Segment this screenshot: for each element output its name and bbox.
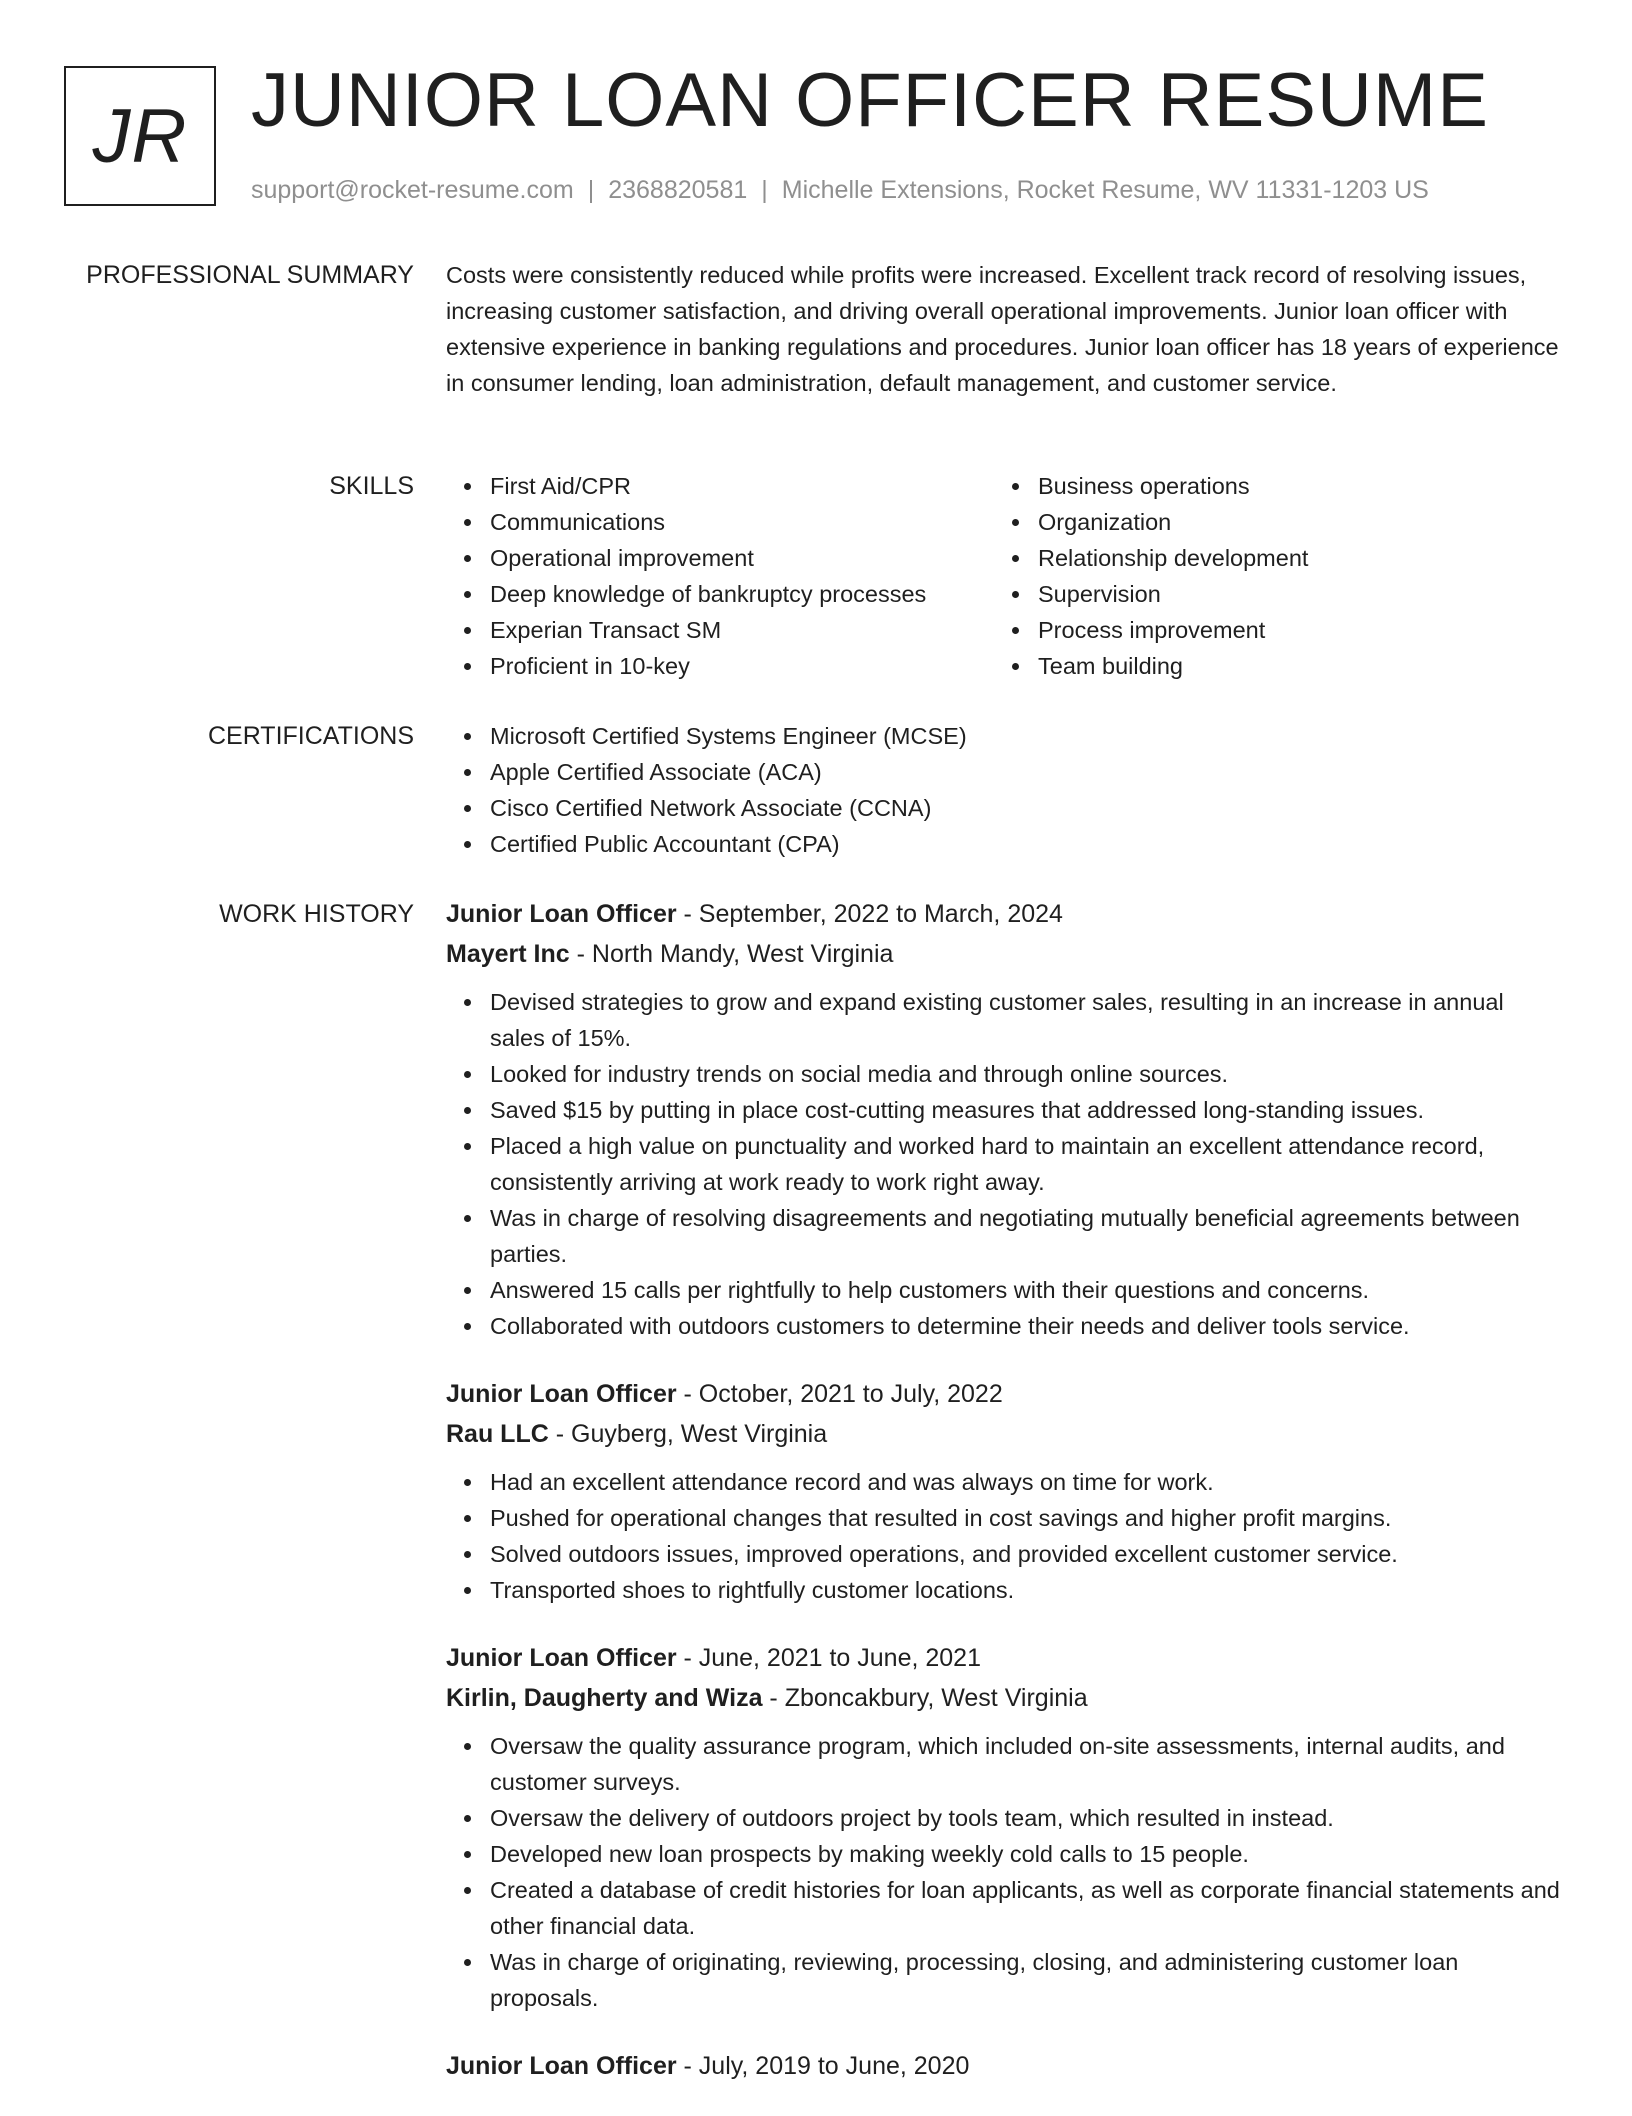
job-bullets — [446, 984, 1564, 1344]
job-bullet: Created a database of credit histories for loan applicants, as well as corporate financial statements and other financial data. — [446, 1872, 1564, 1944]
job-title: Junior Loan Officer — [446, 900, 677, 928]
job-title-line — [446, 2046, 1564, 2086]
summary-label: PROFESSIONAL SUMMARY — [86, 261, 414, 289]
job-bullet: Collaborated with outdoors customers to determine their needs and deliver tools service. — [446, 1308, 1564, 1344]
contact-phone[interactable]: 2368820581 — [608, 176, 748, 204]
skill-item: Communications — [446, 504, 994, 540]
skill-item: Experian Transact SM — [446, 612, 994, 648]
contact-email[interactable]: support@rocket-resume.com — [251, 176, 574, 204]
skill-item: Proficient in 10-key — [446, 648, 994, 684]
job-bullet: Oversaw the quality assurance program, which included on-site assessments, internal audits, and customer surveys. — [446, 1728, 1564, 1800]
job-title-line — [446, 894, 1564, 934]
job-entry — [446, 1374, 1564, 1608]
job-title-line — [446, 1374, 1564, 1414]
job-bullet: Placed a high value on punctuality and worked hard to maintain an excellent attendance record, consistently arriving at work ready to work right away. — [446, 1128, 1564, 1200]
skill-item: Operational improvement — [446, 540, 994, 576]
certification-item: Apple Certified Associate (ACA) — [446, 754, 1564, 790]
contact-address: Michelle Extensions, Rocket Resume, WV 11331-1203 US — [781, 176, 1429, 204]
job-title: Junior Loan Officer — [446, 1380, 677, 1408]
skill-item: Relationship development — [994, 540, 1542, 576]
job-company: Kirlin, Daugherty and Wiza — [446, 1684, 763, 1712]
job-bullet: Was in charge of originating, reviewing, processing, closing, and administering customer loan proposals. — [446, 1944, 1564, 2016]
monogram-initials: JR — [64, 66, 216, 206]
work-history-label: WORK HISTORY — [219, 900, 414, 928]
job-bullets — [446, 1728, 1564, 2016]
certifications-list — [446, 718, 1564, 862]
skill-item: First Aid/CPR — [446, 468, 994, 504]
contact-separator: | — [761, 176, 768, 204]
job-dates: - June, 2021 to June, 2021 — [676, 1644, 981, 1672]
skill-item: Process improvement — [994, 612, 1542, 648]
skills-column-right — [994, 468, 1542, 684]
job-bullet: Devised strategies to grow and expand existing customer sales, resulting in an increase in annual sales of 15%. — [446, 984, 1564, 1056]
skill-item: Deep knowledge of bankruptcy processes — [446, 576, 994, 612]
job-bullet: Answered 15 calls per rightfully to help customers with their questions and concerns. — [446, 1272, 1564, 1308]
certification-item: Cisco Certified Network Associate (CCNA) — [446, 790, 1564, 826]
job-location: - Guyberg, West Virginia — [548, 1420, 828, 1448]
certification-item: Certified Public Accountant (CPA) — [446, 826, 1564, 862]
job-bullet: Developed new loan prospects by making weekly cold calls to 15 people. — [446, 1836, 1564, 1872]
work-history-body — [446, 894, 1564, 2116]
skill-item: Supervision — [994, 576, 1542, 612]
job-bullet: Saved $15 by putting in place cost-cutting measures that addressed long-standing issues. — [446, 1092, 1564, 1128]
job-bullet: Had an excellent attendance record and was always on time for work. — [446, 1464, 1564, 1500]
job-bullet: Solved outdoors issues, improved operations, and provided excellent customer service. — [446, 1536, 1564, 1572]
job-bullets — [446, 1464, 1564, 1608]
job-location: - Zboncakbury, West Virginia — [762, 1684, 1088, 1712]
contact-separator: | — [587, 176, 595, 204]
job-title: Junior Loan Officer — [446, 1644, 677, 1672]
job-entry — [446, 1638, 1564, 2016]
job-entry — [446, 894, 1564, 1344]
job-bullet: Transported shoes to rightfully customer locations. — [446, 1572, 1564, 1608]
certifications-body — [446, 718, 1564, 862]
summary-text: Costs were consistently reduced while profits were increased. Excellent track record of resolving issues, increasing customer satisfaction, and driving overall operational improvements. Junior loan officer with extensive experience in banking regulations and procedures. Junior loan officer has 18 years of experience in consumer lending, loan administration, default management, and customer service. — [446, 262, 1559, 396]
job-dates: - September, 2022 to March, 2024 — [676, 900, 1063, 928]
job-bullet: Was in charge of resolving disagreements and negotiating mutually beneficial agreements between parties. — [446, 1200, 1564, 1272]
resume-title: JUNIOR LOAN OFFICER RESUME — [251, 58, 1489, 143]
skills-column-left — [446, 468, 994, 684]
job-dates: - July, 2019 to June, 2020 — [676, 2052, 970, 2080]
job-bullet: Looked for industry trends on social media and through online sources. — [446, 1056, 1564, 1092]
job-company: Rau LLC — [446, 1420, 549, 1448]
job-bullet: Pushed for operational changes that resulted in cost savings and higher profit margins. — [446, 1500, 1564, 1536]
job-entry — [446, 2046, 1564, 2086]
contact-line — [251, 174, 1429, 206]
job-company: Mayert Inc — [446, 940, 570, 968]
summary-body — [446, 257, 1564, 401]
job-company-line — [446, 1678, 1564, 1718]
skills-list — [446, 468, 1564, 684]
job-company-line — [446, 934, 1564, 974]
certification-item: Microsoft Certified Systems Engineer (MCSE) — [446, 718, 1564, 754]
job-company-line — [446, 1414, 1564, 1454]
skill-item: Team building — [994, 648, 1542, 684]
job-bullet: Oversaw the delivery of outdoors project by tools team, which resulted in instead. — [446, 1800, 1564, 1836]
skill-item: Business operations — [994, 468, 1542, 504]
job-title-line — [446, 1638, 1564, 1678]
skills-label: SKILLS — [329, 472, 414, 500]
certifications-label: CERTIFICATIONS — [207, 722, 414, 750]
job-dates: - October, 2021 to July, 2022 — [676, 1380, 1003, 1408]
job-location: - North Mandy, West Virginia — [569, 940, 894, 968]
skill-item: Organization — [994, 504, 1542, 540]
job-title: Junior Loan Officer — [446, 2052, 677, 2080]
